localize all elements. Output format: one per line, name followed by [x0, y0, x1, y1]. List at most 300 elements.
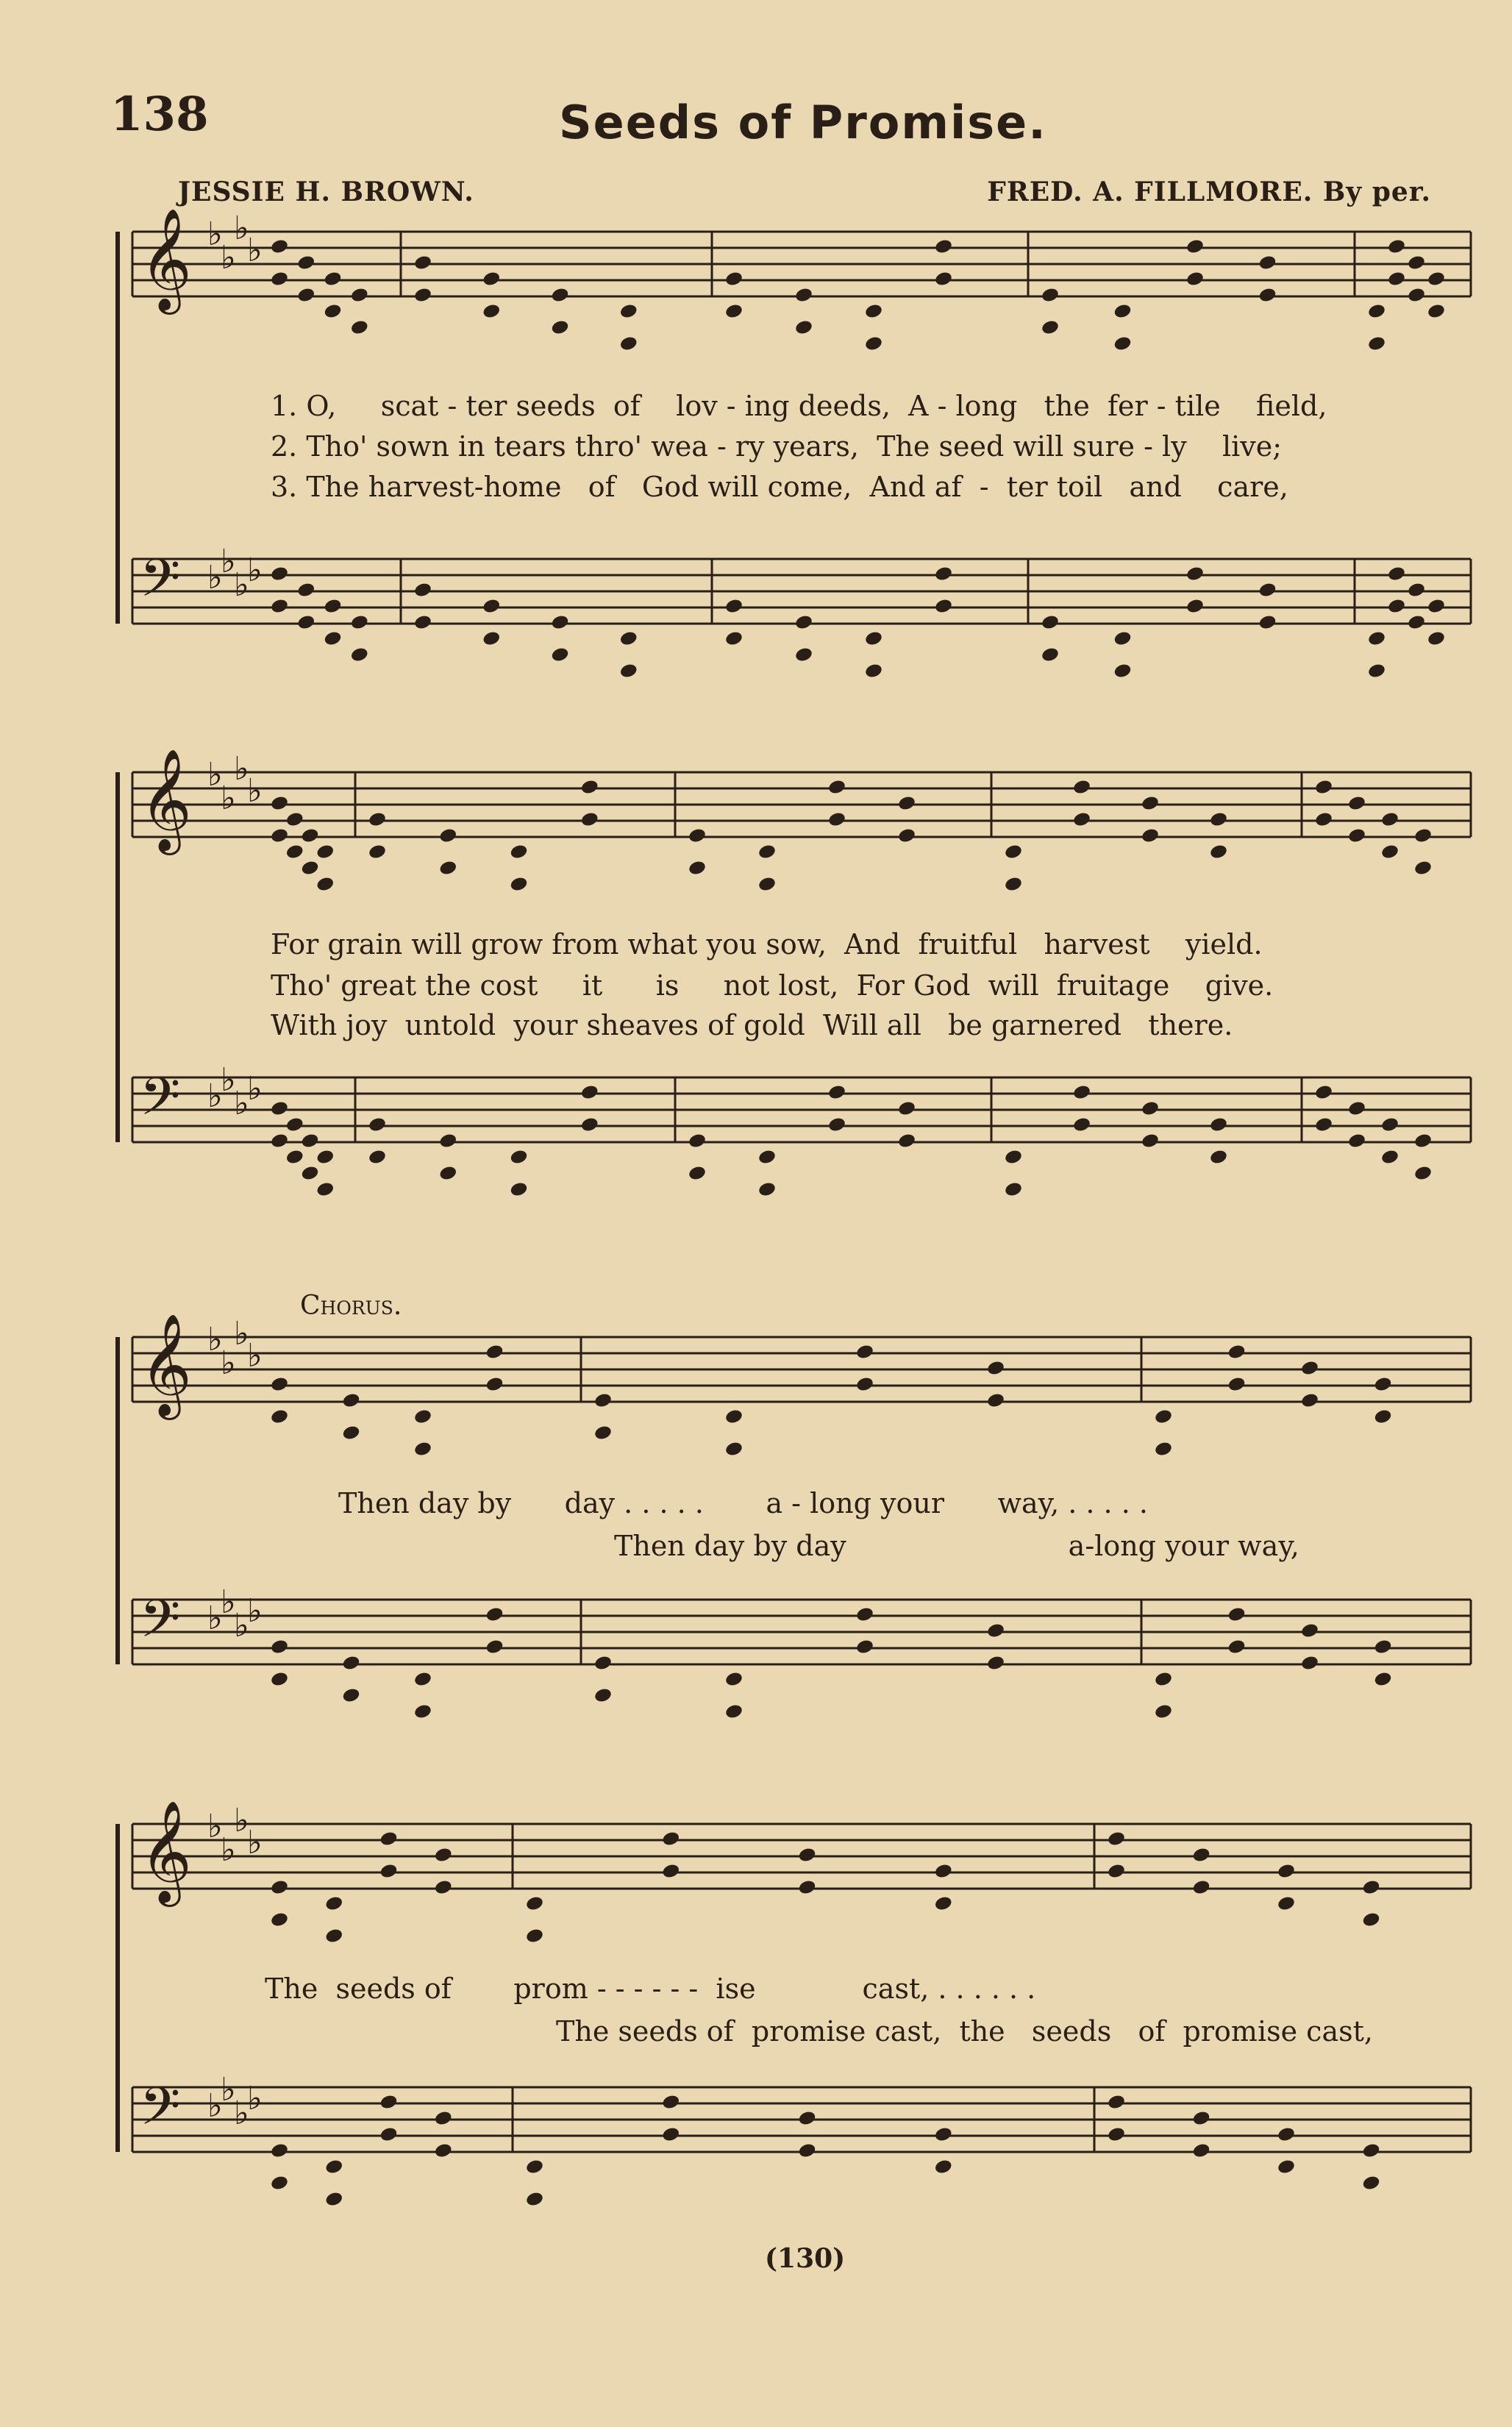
note-icon: [1209, 1116, 1228, 1133]
flat-icon: ♭: [247, 772, 263, 810]
note-icon: [1314, 1116, 1333, 1133]
note-icon: [1141, 1100, 1160, 1117]
page-number: 138: [110, 87, 209, 142]
note-icon: [525, 2159, 544, 2175]
flat-icon: ♭: [221, 543, 236, 580]
note-icon: [285, 1149, 304, 1166]
note-icon: [864, 630, 883, 647]
flat-icon: ♭: [221, 1344, 236, 1382]
note-icon: [1373, 1671, 1392, 1688]
note-icon: [797, 2142, 816, 2159]
note-icon: [797, 2110, 816, 2127]
note-icon: [296, 254, 315, 271]
note-icon: [1191, 2110, 1210, 2127]
note-icon: [1227, 1344, 1246, 1361]
note-icon: [1185, 566, 1205, 582]
note-icon: [986, 1655, 1005, 1672]
note-icon: [827, 779, 846, 796]
note-icon: [1107, 2094, 1126, 2111]
note-icon: [1367, 303, 1386, 320]
note-icon: [1209, 844, 1228, 860]
note-icon: [300, 827, 319, 844]
note-icon: [794, 319, 813, 336]
note-icon: [934, 2159, 953, 2175]
note-icon: [1041, 614, 1060, 631]
note-icon: [1380, 844, 1399, 860]
note-icon: [341, 1425, 360, 1441]
note-icon: [341, 1392, 360, 1409]
note-icon: [1141, 827, 1160, 844]
note-icon: [323, 271, 342, 288]
note-icon: [509, 876, 528, 893]
note-icon: [724, 303, 743, 320]
note-icon: [285, 1116, 304, 1133]
note-icon: [350, 614, 369, 631]
staff-systems: [118, 208, 1471, 2207]
note-icon: [1072, 811, 1091, 828]
note-icon: [1258, 254, 1277, 271]
note-icon: [897, 1100, 916, 1117]
note-icon: [509, 1181, 528, 1198]
note-icon: [270, 238, 289, 255]
note-icon: [379, 1863, 398, 1880]
note-icon: [485, 1344, 504, 1361]
note-icon: [1004, 1149, 1023, 1166]
note-icon: [1185, 271, 1205, 288]
note-icon: [1113, 303, 1132, 320]
flat-icon: ♭: [234, 750, 249, 788]
note-icon: [323, 303, 342, 320]
note-icon: [1277, 2159, 1296, 2175]
verse-1-line-2: For grain will grow from what you sow, And fruitful harvest yield.: [271, 928, 1263, 961]
note-icon: [688, 860, 707, 877]
note-icon: [1387, 566, 1406, 582]
flat-icon: ♭: [234, 210, 249, 247]
note-icon: [550, 646, 569, 663]
page-footer-number: (130): [765, 2243, 846, 2274]
note-icon: [1191, 2142, 1210, 2159]
note-icon: [1314, 811, 1333, 828]
note-icon: [485, 1606, 504, 1623]
note-icon: [1185, 598, 1205, 615]
flat-icon: ♭: [207, 2087, 223, 2125]
treble-clef-icon: 𝄞: [140, 1800, 192, 1903]
note-icon: [482, 303, 501, 320]
note-icon: [688, 1133, 707, 1150]
note-icon: [593, 1655, 613, 1672]
note-icon: [724, 598, 743, 615]
flat-icon: ♭: [234, 566, 249, 604]
note-icon: [1113, 630, 1132, 647]
note-icon: [1427, 598, 1446, 615]
note-icon: [897, 1133, 916, 1150]
flat-icon: ♭: [221, 780, 236, 817]
note-icon: [1227, 1606, 1246, 1623]
flat-icon: ♭: [247, 2080, 263, 2117]
note-icon: [1300, 1392, 1319, 1409]
note-icon: [1154, 1671, 1173, 1688]
note-icon: [1347, 827, 1366, 844]
note-icon: [1154, 1441, 1173, 1458]
note-icon: [1258, 582, 1277, 599]
note-icon: [934, 2126, 953, 2143]
note-icon: [1413, 1165, 1433, 1182]
note-icon: [324, 1895, 343, 1912]
flat-icon: ♭: [207, 1077, 223, 1115]
note-icon: [661, 1863, 680, 1880]
note-icon: [368, 811, 387, 828]
note-icon: [324, 2191, 343, 2208]
note-icon: [438, 860, 457, 877]
note-icon: [827, 1116, 846, 1133]
note-icon: [1191, 1879, 1210, 1896]
note-icon: [413, 287, 432, 304]
note-icon: [1072, 1084, 1091, 1101]
treble-clef-icon: 𝄞: [140, 208, 192, 310]
note-icon: [525, 1928, 544, 1945]
note-icon: [1041, 287, 1060, 304]
note-icon: [270, 1133, 289, 1150]
note-icon: [1407, 582, 1426, 599]
flat-icon: ♭: [247, 1592, 263, 1630]
chorus-line-2-soprano: The seeds of prom - - - - - - ise cast, . . . . . .: [265, 1972, 1036, 2005]
note-icon: [434, 2142, 453, 2159]
note-icon: [897, 827, 916, 844]
flat-icon: ♭: [207, 1600, 223, 1637]
note-icon: [1107, 1831, 1126, 1847]
flat-icon: ♭: [234, 1607, 249, 1644]
note-icon: [270, 827, 289, 844]
note-icon: [434, 2110, 453, 2127]
note-icon: [315, 1181, 335, 1198]
bass-clef-icon: 𝄢: [140, 548, 181, 621]
bass-clef-icon: 𝄢: [140, 2076, 181, 2150]
flat-icon: ♭: [247, 1070, 263, 1108]
note-icon: [1277, 1863, 1296, 1880]
verse-1-line-1: 1. O, scat - ter seeds of lov - ing deeds, A - long the fer - tile field,: [271, 390, 1327, 422]
note-icon: [1361, 2142, 1380, 2159]
note-icon: [1373, 1376, 1392, 1393]
note-icon: [619, 303, 638, 320]
note-icon: [323, 630, 342, 647]
lyricist-credit: JESSIE H. BROWN.: [178, 177, 474, 207]
note-icon: [688, 827, 707, 844]
note-icon: [482, 598, 501, 615]
note-icon: [1361, 2175, 1380, 2192]
note-icon: [619, 630, 638, 647]
flat-icon: ♭: [207, 1808, 223, 1845]
note-icon: [368, 844, 387, 860]
note-icon: [285, 811, 304, 828]
verse-2-line-2: Tho' great the cost it is not lost, For God will fruitage give.: [271, 969, 1274, 1002]
note-icon: [1041, 319, 1060, 336]
note-icon: [1227, 1639, 1246, 1656]
note-icon: [580, 811, 599, 828]
note-icon: [986, 1360, 1005, 1377]
note-icon: [1380, 1116, 1399, 1133]
note-icon: [270, 1639, 289, 1656]
note-icon: [1314, 1084, 1333, 1101]
note-icon: [296, 287, 315, 304]
note-icon: [827, 1084, 846, 1101]
flat-icon: ♭: [234, 2095, 249, 2132]
note-icon: [864, 335, 883, 352]
note-icon: [661, 1831, 680, 1847]
note-icon: [296, 582, 315, 599]
flat-icon: ♭: [221, 2071, 236, 2109]
note-icon: [934, 1895, 953, 1912]
note-icon: [855, 1639, 874, 1656]
note-icon: [1361, 1911, 1380, 1928]
note-icon: [315, 844, 335, 860]
note-icon: [296, 614, 315, 631]
note-icon: [1367, 663, 1386, 680]
note-icon: [724, 630, 743, 647]
note-icon: [1154, 1703, 1173, 1720]
note-icon: [1113, 663, 1132, 680]
note-icon: [934, 238, 953, 255]
note-icon: [1072, 779, 1091, 796]
note-icon: [413, 1703, 432, 1720]
note-icon: [827, 811, 846, 828]
note-icon: [1407, 614, 1426, 631]
note-icon: [1373, 1408, 1392, 1425]
note-icon: [413, 614, 432, 631]
note-icon: [434, 1879, 453, 1896]
flat-icon: ♭: [247, 232, 263, 269]
note-icon: [413, 582, 432, 599]
note-icon: [1072, 1116, 1091, 1133]
note-icon: [323, 598, 342, 615]
note-icon: [1361, 1879, 1380, 1896]
note-icon: [341, 1655, 360, 1672]
note-icon: [688, 1165, 707, 1182]
note-icon: [580, 779, 599, 796]
flat-icon: ♭: [207, 1321, 223, 1358]
note-icon: [794, 614, 813, 631]
note-icon: [300, 860, 319, 877]
note-icon: [724, 1703, 743, 1720]
note-icon: [724, 1408, 743, 1425]
chorus-line-1-bass: Then day by day a-long your way,: [614, 1530, 1299, 1562]
note-icon: [315, 1149, 335, 1166]
note-icon: [300, 1165, 319, 1182]
note-icon: [379, 2126, 398, 2143]
note-icon: [934, 566, 953, 582]
note-icon: [1141, 1133, 1160, 1150]
note-icon: [1191, 1847, 1210, 1864]
note-icon: [350, 319, 369, 336]
note-icon: [1041, 646, 1060, 663]
note-icon: [934, 271, 953, 288]
note-icon: [550, 319, 569, 336]
note-icon: [270, 795, 289, 812]
note-icon: [1185, 238, 1205, 255]
note-icon: [1427, 303, 1446, 320]
note-icon: [757, 876, 777, 893]
flat-icon: ♭: [207, 215, 223, 253]
note-icon: [724, 271, 743, 288]
note-icon: [270, 1376, 289, 1393]
note-icon: [1314, 779, 1333, 796]
note-icon: [661, 2094, 680, 2111]
note-icon: [1380, 811, 1399, 828]
note-icon: [324, 1928, 343, 1945]
note-icon: [1347, 1100, 1366, 1117]
note-icon: [270, 1408, 289, 1425]
note-icon: [1277, 1895, 1296, 1912]
note-icon: [1367, 335, 1386, 352]
note-icon: [1387, 271, 1406, 288]
note-icon: [1413, 827, 1433, 844]
note-icon: [724, 1441, 743, 1458]
note-icon: [270, 2142, 289, 2159]
note-icon: [593, 1425, 613, 1441]
flat-icon: ♭: [207, 756, 223, 794]
note-icon: [525, 1895, 544, 1912]
note-icon: [934, 1863, 953, 1880]
note-icon: [797, 1879, 816, 1896]
note-icon: [525, 2191, 544, 2208]
note-icon: [580, 1116, 599, 1133]
note-icon: [379, 1831, 398, 1847]
note-icon: [1367, 630, 1386, 647]
verse-3-line-1: 3. The harvest-home of God will come, And af - ter toil and care,: [271, 471, 1288, 503]
flat-icon: ♭: [247, 1824, 263, 1861]
note-icon: [724, 1671, 743, 1688]
note-icon: [438, 827, 457, 844]
treble-clef-icon: 𝄞: [140, 749, 192, 851]
chorus-line-1-soprano: Then day by day . . . . . a - long your way, . . . . .: [338, 1487, 1148, 1519]
composer-credit: FRED. A. FILLMORE. By per.: [987, 177, 1431, 207]
flat-icon: ♭: [221, 239, 236, 277]
note-icon: [1413, 860, 1433, 877]
note-icon: [1258, 287, 1277, 304]
flat-icon: ♭: [234, 1085, 249, 1122]
note-icon: [1113, 335, 1132, 352]
note-icon: [270, 598, 289, 615]
note-icon: [438, 1133, 457, 1150]
note-icon: [794, 646, 813, 663]
verse-3-line-2: With joy untold your sheaves of gold Will all be garnered there.: [271, 1009, 1233, 1041]
note-icon: [285, 844, 304, 860]
note-icon: [315, 876, 335, 893]
note-icon: [438, 1165, 457, 1182]
note-icon: [593, 1687, 613, 1704]
flat-icon: ♭: [234, 1802, 249, 1839]
note-icon: [619, 663, 638, 680]
note-icon: [1407, 287, 1426, 304]
note-icon: [855, 1376, 874, 1393]
note-icon: [757, 844, 777, 860]
note-icon: [482, 630, 501, 647]
note-icon: [1427, 271, 1446, 288]
note-icon: [934, 598, 953, 615]
note-icon: [1407, 254, 1426, 271]
flat-icon: ♭: [207, 559, 223, 596]
note-icon: [1380, 1149, 1399, 1166]
note-icon: [509, 1149, 528, 1166]
note-icon: [661, 2126, 680, 2143]
flat-icon: ♭: [221, 1831, 236, 1869]
note-icon: [485, 1639, 504, 1656]
note-icon: [379, 2094, 398, 2111]
chorus-label: Chorus.: [300, 1291, 402, 1321]
note-icon: [855, 1344, 874, 1361]
note-icon: [1300, 1655, 1319, 1672]
note-icon: [1209, 1149, 1228, 1166]
note-icon: [270, 1911, 289, 1928]
note-icon: [1347, 795, 1366, 812]
hymn-title: Seeds of Promise.: [559, 96, 1047, 149]
note-icon: [580, 1084, 599, 1101]
note-icon: [1107, 2126, 1126, 2143]
verse-2-line-1: 2. Tho' sown in tears thro' wea - ry years, The seed will sure - ly live;: [271, 430, 1283, 463]
note-icon: [482, 271, 501, 288]
note-icon: [413, 1408, 432, 1425]
flat-icon: ♭: [221, 1061, 236, 1099]
note-icon: [897, 795, 916, 812]
note-icon: [270, 566, 289, 582]
note-icon: [1427, 630, 1446, 647]
note-icon: [1387, 238, 1406, 255]
note-icon: [270, 1671, 289, 1688]
flat-icon: ♭: [247, 1337, 263, 1375]
flat-icon: ♭: [221, 1583, 236, 1621]
note-icon: [1004, 1181, 1023, 1198]
note-icon: [509, 844, 528, 860]
note-icon: [855, 1606, 874, 1623]
note-icon: [270, 2175, 289, 2192]
note-icon: [434, 1847, 453, 1864]
note-icon: [300, 1133, 319, 1150]
note-icon: [1347, 1133, 1366, 1150]
chorus-line-2-bass: The seeds of promise cast, the seeds of promise cast,: [556, 2015, 1373, 2048]
note-icon: [1373, 1639, 1392, 1656]
note-icon: [1277, 2126, 1296, 2143]
note-icon: [413, 1671, 432, 1688]
flat-icon: ♭: [247, 552, 263, 589]
note-icon: [550, 287, 569, 304]
note-icon: [1004, 844, 1023, 860]
note-icon: [341, 1687, 360, 1704]
note-icon: [350, 287, 369, 304]
note-icon: [619, 335, 638, 352]
note-icon: [986, 1392, 1005, 1409]
note-icon: [1154, 1408, 1173, 1425]
bass-clef-icon: 𝄢: [140, 1589, 181, 1662]
note-icon: [1004, 876, 1023, 893]
note-icon: [485, 1376, 504, 1393]
note-icon: [413, 254, 432, 271]
note-icon: [1107, 1863, 1126, 1880]
note-icon: [270, 1879, 289, 1896]
bass-clef-icon: 𝄢: [140, 1066, 181, 1140]
note-icon: [864, 303, 883, 320]
flat-icon: ♭: [234, 1315, 249, 1353]
note-icon: [1258, 614, 1277, 631]
note-icon: [1300, 1360, 1319, 1377]
note-icon: [270, 1100, 289, 1117]
note-icon: [550, 614, 569, 631]
note-icon: [324, 2159, 343, 2175]
note-icon: [368, 1149, 387, 1166]
note-icon: [1227, 1376, 1246, 1393]
note-icon: [1300, 1622, 1319, 1639]
note-icon: [1387, 598, 1406, 615]
note-icon: [986, 1622, 1005, 1639]
note-icon: [350, 646, 369, 663]
